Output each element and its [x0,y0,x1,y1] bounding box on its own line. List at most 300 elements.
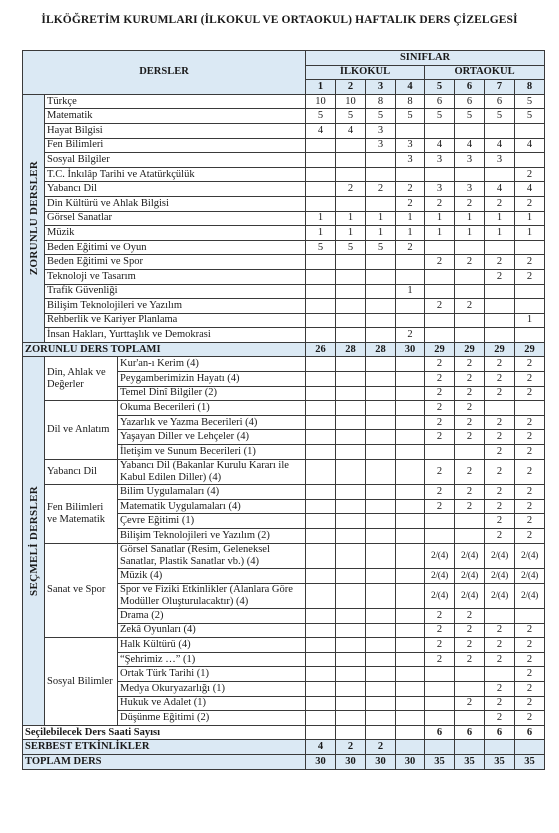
grade-1-footer-value [306,725,336,740]
grade-2-hours [336,401,366,416]
grade-7-hours: 2 [485,711,515,726]
grade-4-hours [396,372,425,387]
grade-6-hours: 2 [455,430,485,445]
grade-8-hours: 2/(4) [515,583,545,609]
grade-6-hours: 2 [455,485,485,500]
grade-1-hours [306,583,336,609]
grade-2-hours [336,430,366,445]
grade-3-hours: 3 [366,123,396,138]
group-name: Sanat ve Spor [45,543,118,638]
grade-3-hours [366,357,396,372]
course-name: Görsel Sanatlar (Resim, Geleneksel Sanatlar, Plastik Sanatlar vb.) (4) [118,543,306,569]
grade-7-hours [485,123,515,138]
grade-2-hours [336,415,366,430]
grade-6-hours [455,667,485,682]
grade-1-hours [306,430,336,445]
zorunlu-total-label: ZORUNLU DERS TOPLAMI [23,342,306,357]
grade-6-hours: 2 [455,415,485,430]
grade-3-hours [366,528,396,543]
zorunlu-row [23,240,545,255]
grade-6-hours: 2/(4) [455,583,485,609]
grade-4-hours [396,401,425,416]
grade-4-hours [396,682,425,697]
zorunlu-row [23,255,545,270]
secmeli-row [23,459,545,485]
grade-1-hours [306,445,336,460]
grade-7-footer-value [485,740,515,755]
zorunlu-row [23,196,545,211]
ilkokul-header: İLKOKUL [306,65,425,80]
grade-8-hours [515,240,545,255]
course-name: İnsan Hakları, Yurttaşlık ve Demokrasi [45,328,306,343]
grade-1-hours [306,682,336,697]
zorunlu-dersler-text: ZORUNLU DERSLER [27,161,40,276]
grade-3-hours [366,255,396,270]
grade-2-hours [336,528,366,543]
grade-1-hours [306,299,336,314]
grade-6-hours: 2 [455,401,485,416]
grade-3-hours [366,583,396,609]
grade-2-hours [336,485,366,500]
grade-1-hours [306,609,336,624]
course-name: Hayat Bilgisi [45,123,306,138]
grade-6-hours [455,328,485,343]
dersler-header: DERSLER [23,51,306,95]
grade-3-hours [366,372,396,387]
grade-8-hours: 2 [515,415,545,430]
grade-6-hours [455,123,485,138]
grade-8-hours: 2 [515,196,545,211]
grade-3-hours: 8 [366,94,396,109]
grade-3-hours: 1 [366,211,396,226]
grade-6-hours: 2 [455,623,485,638]
grade-2-hours: 2 [336,182,366,197]
grade-8-hours [515,609,545,624]
grade-6-hours: 3 [455,153,485,168]
grade-3-footer-value: 2 [366,740,396,755]
course-name: Zekâ Oyunları (4) [118,623,306,638]
course-name: Yabancı Dil [45,182,306,197]
grade-6-hours [455,313,485,328]
grade-5-hours [425,682,455,697]
grade-2-header: 2 [336,80,366,95]
grade-5-hours: 2/(4) [425,543,455,569]
grade-1-hours [306,415,336,430]
footer-row [23,740,545,755]
grade-5-hours [425,284,455,299]
grade-3-header: 3 [366,80,396,95]
grade-5-hours: 2 [425,459,455,485]
grade-4-hours [396,652,425,667]
course-name: Yabancı Dil (Bakanlar Kurulu Kararı ile Kabul Edilen Diller) (4) [118,459,306,485]
grade-5-hours: 3 [425,153,455,168]
grade-4-hours [396,696,425,711]
grade-4-hours [396,711,425,726]
grade-4-hours [396,313,425,328]
grade-1-hours [306,459,336,485]
grade-7-hours [485,284,515,299]
course-name: Sosyal Bilgiler [45,153,306,168]
grade-4-hours [396,499,425,514]
grade-2-hours [336,372,366,387]
grade-2-hours [336,623,366,638]
course-name: Teknoloji ve Tasarım [45,269,306,284]
course-name: Beden Eğitimi ve Spor [45,255,306,270]
grade-3-hours [366,153,396,168]
grade-1-hours [306,485,336,500]
grade-3-hours [366,682,396,697]
grade-8-hours: 2 [515,652,545,667]
grade-6-hours: 2 [455,609,485,624]
course-name: Beden Eğitimi ve Oyun [45,240,306,255]
grade-4-hours: 2 [396,196,425,211]
grade-2-total: 28 [336,342,366,357]
secmeli-row [23,357,545,372]
grade-8-hours: 2 [515,528,545,543]
grade-5-hours [425,528,455,543]
grade-5-hours [425,514,455,529]
grade-5-hours [425,696,455,711]
zorunlu-row [23,123,545,138]
grade-3-hours [366,284,396,299]
grade-3-hours [366,638,396,653]
course-name: Fen Bilimleri [45,138,306,153]
grade-2-hours [336,284,366,299]
grade-1-footer-value: 30 [306,755,336,770]
grade-3-hours [366,514,396,529]
grade-8-hours: 1 [515,226,545,241]
grade-5-total: 29 [425,342,455,357]
grade-1-hours [306,499,336,514]
grade-5-hours: 2 [425,357,455,372]
course-name: Hukuk ve Adalet (1) [118,696,306,711]
grade-4-header: 4 [396,80,425,95]
grade-4-hours: 1 [396,284,425,299]
grade-7-hours: 2 [485,415,515,430]
grade-6-hours [455,682,485,697]
grade-5-hours: 2 [425,638,455,653]
grade-1-hours [306,401,336,416]
grade-3-hours [366,667,396,682]
grade-5-hours: 2/(4) [425,569,455,584]
grade-2-footer-value: 30 [336,755,366,770]
grade-7-hours: 1 [485,226,515,241]
grade-6-hours [455,711,485,726]
grade-5-hours [425,328,455,343]
grade-4-hours [396,123,425,138]
grade-8-hours: 2 [515,485,545,500]
grade-1-footer-value: 4 [306,740,336,755]
grade-1-hours [306,167,336,182]
grade-5-hours [425,313,455,328]
grade-1-hours [306,357,336,372]
zorunlu-row [23,109,545,124]
grade-3-hours [366,652,396,667]
grade-4-hours: 5 [396,109,425,124]
grade-6-hours: 2 [455,299,485,314]
group-name: Yabancı Dil [45,459,118,485]
grade-6-hours: 2 [455,357,485,372]
grade-6-hours: 2 [455,696,485,711]
grade-6-footer-value [455,740,485,755]
grade-2-hours [336,299,366,314]
grade-6-hours: 2/(4) [455,543,485,569]
course-name: Spor ve Fiziki Etkinlikler (Alanlara Göre Modüller Oluşturulacaktır) (4) [118,583,306,609]
course-name: T.C. İnkılâp Tarihi ve Atatürkçülük [45,167,306,182]
grade-1-hours [306,652,336,667]
grade-3-hours [366,430,396,445]
grade-3-hours [366,609,396,624]
grade-7-hours [485,328,515,343]
grade-4-hours [396,269,425,284]
course-name: Bilişim Teknolojileri ve Yazılım [45,299,306,314]
grade-4-footer-value [396,740,425,755]
zorunlu-row [23,138,545,153]
zorunlu-row [23,153,545,168]
grade-6-hours [455,240,485,255]
ortaokul-header: ORTAOKUL [425,65,545,80]
grade-2-hours [336,313,366,328]
grade-4-hours [396,445,425,460]
grade-6-hours: 2/(4) [455,569,485,584]
grade-2-hours [336,386,366,401]
grade-4-hours [396,430,425,445]
grade-5-hours [425,123,455,138]
secmeli-dersler-label [23,357,45,725]
grade-4-hours [396,386,425,401]
grade-4-hours [396,667,425,682]
grade-8-hours: 2 [515,638,545,653]
grade-8-hours: 2 [515,711,545,726]
grade-8-total: 29 [515,342,545,357]
grade-1-hours [306,255,336,270]
grade-5-hours: 2 [425,415,455,430]
grade-6-footer-value: 35 [455,755,485,770]
course-name: İletişim ve Sunum Becerileri (1) [118,445,306,460]
grade-1-hours [306,313,336,328]
grade-6-hours: 6 [455,94,485,109]
grade-3-hours [366,485,396,500]
grade-4-hours [396,255,425,270]
grade-4-hours [396,609,425,624]
grade-6-hours: 2 [455,372,485,387]
grade-8-hours [515,401,545,416]
grade-1-hours [306,543,336,569]
grade-5-hours: 3 [425,182,455,197]
grade-7-total: 29 [485,342,515,357]
grade-8-hours: 2 [515,167,545,182]
grade-3-hours [366,459,396,485]
grade-5-hours: 2 [425,609,455,624]
grade-4-hours [396,638,425,653]
grade-3-hours: 5 [366,109,396,124]
grade-3-hours [366,328,396,343]
grade-2-hours: 1 [336,226,366,241]
grade-7-hours: 2 [485,372,515,387]
grade-3-hours [366,623,396,638]
grade-4-hours [396,514,425,529]
grade-4-footer-value: 30 [396,755,425,770]
grade-7-hours [485,401,515,416]
grade-5-hours: 2 [425,401,455,416]
course-name: Bilişim Teknolojileri ve Yazılım (2) [118,528,306,543]
grade-2-hours [336,499,366,514]
grade-4-hours [396,299,425,314]
grade-7-hours: 1 [485,211,515,226]
grade-4-hours [396,485,425,500]
grade-5-hours: 2 [425,623,455,638]
weekly-schedule-table [22,50,545,770]
grade-1-hours [306,696,336,711]
grade-1-hours [306,328,336,343]
grade-7-hours [485,299,515,314]
grade-3-hours [366,696,396,711]
grade-4-footer-value [396,725,425,740]
course-name: Müzik [45,226,306,241]
grade-2-hours [336,514,366,529]
group-name: Fen Bilimleri ve Matematik [45,485,118,543]
grade-1-hours [306,528,336,543]
footer-label: TOPLAM DERS [23,755,306,770]
course-name: Trafik Güvenliği [45,284,306,299]
grade-3-hours: 3 [366,138,396,153]
group-name: Sosyal Bilimler [45,638,118,726]
grade-1-hours: 5 [306,109,336,124]
grade-3-hours [366,415,396,430]
grade-6-hours: 5 [455,109,485,124]
course-name: Ortak Türk Tarihi (1) [118,667,306,682]
grade-7-hours: 2 [485,682,515,697]
course-name: “Şehrimiz …” (1) [118,652,306,667]
grade-8-hours: 2 [515,357,545,372]
grade-8-hours: 4 [515,138,545,153]
grade-5-footer-value [425,740,455,755]
grade-3-hours: 5 [366,240,396,255]
grade-6-hours: 2 [455,196,485,211]
grade-5-hours: 6 [425,94,455,109]
grade-5-hours: 1 [425,211,455,226]
grade-2-hours [336,328,366,343]
grade-1-hours [306,269,336,284]
grade-4-hours [396,583,425,609]
grade-8-hours: 5 [515,109,545,124]
grade-3-hours [366,711,396,726]
grade-2-hours [336,652,366,667]
course-name: Türkçe [45,94,306,109]
grade-5-hours [425,240,455,255]
grade-8-hours: 2 [515,667,545,682]
grade-2-hours [336,696,366,711]
course-name: Düşünme Eğitimi (2) [118,711,306,726]
grade-8-hours: 2 [515,386,545,401]
grade-8-footer-value [515,740,545,755]
grade-3-hours [366,269,396,284]
course-name: Yazarlık ve Yazma Becerileri (4) [118,415,306,430]
grade-1-header: 1 [306,80,336,95]
grade-1-hours [306,386,336,401]
grade-2-hours: 1 [336,211,366,226]
zorunlu-row [23,299,545,314]
grade-3-hours [366,299,396,314]
grade-7-hours: 2 [485,196,515,211]
grade-5-hours: 2/(4) [425,583,455,609]
grade-8-hours [515,123,545,138]
secmeli-row [23,543,545,569]
grade-2-hours [336,167,366,182]
grade-6-hours [455,445,485,460]
grade-7-hours [485,313,515,328]
grade-2-hours [336,255,366,270]
grade-2-hours [336,357,366,372]
grade-1-hours [306,711,336,726]
header-row-siniflar [23,51,545,66]
grade-2-hours: 5 [336,109,366,124]
grade-4-hours [396,357,425,372]
grade-8-hours: 2 [515,682,545,697]
grade-7-hours [485,167,515,182]
grade-1-hours: 10 [306,94,336,109]
grade-6-hours: 2 [455,255,485,270]
course-name: Matematik [45,109,306,124]
grade-5-hours [425,445,455,460]
grade-7-hours: 2 [485,357,515,372]
zorunlu-row [23,328,545,343]
course-name: Kur'an-ı Kerim (4) [118,357,306,372]
grade-6-footer-value: 6 [455,725,485,740]
grade-7-hours: 2 [485,255,515,270]
grade-6-hours: 1 [455,226,485,241]
zorunlu-row [23,94,545,109]
grade-3-hours [366,196,396,211]
grade-7-hours [485,240,515,255]
course-name: Medya Okuryazarlığı (1) [118,682,306,697]
grade-1-hours: 4 [306,123,336,138]
course-name: Rehberlik ve Kariyer Planlama [45,313,306,328]
grade-3-hours [366,386,396,401]
grade-7-hours: 6 [485,94,515,109]
grade-5-hours [425,667,455,682]
grade-8-hours: 2 [515,430,545,445]
grade-7-hours: 4 [485,182,515,197]
grade-1-hours [306,569,336,584]
grade-7-hours: 2 [485,269,515,284]
grade-3-total: 28 [366,342,396,357]
grade-7-hours: 2 [485,528,515,543]
grade-8-hours: 2 [515,459,545,485]
grade-2-hours [336,711,366,726]
grade-6-hours [455,269,485,284]
grade-2-hours: 10 [336,94,366,109]
grade-6-hours: 2 [455,499,485,514]
grade-5-hours: 2 [425,430,455,445]
grade-7-hours: 2 [485,430,515,445]
course-name: Temel Dinî Bilgiler (2) [118,386,306,401]
grade-7-header: 7 [485,80,515,95]
grade-7-hours: 2 [485,638,515,653]
grade-5-hours: 2 [425,499,455,514]
grade-8-footer-value: 6 [515,725,545,740]
grade-3-hours [366,543,396,569]
grade-7-hours: 2 [485,652,515,667]
course-name: Drama (2) [118,609,306,624]
grade-6-hours [455,167,485,182]
grade-3-hours [366,167,396,182]
grade-8-hours: 2/(4) [515,543,545,569]
grade-3-hours [366,401,396,416]
grade-5-hours: 2 [425,255,455,270]
grade-4-hours [396,528,425,543]
grade-1-hours [306,153,336,168]
